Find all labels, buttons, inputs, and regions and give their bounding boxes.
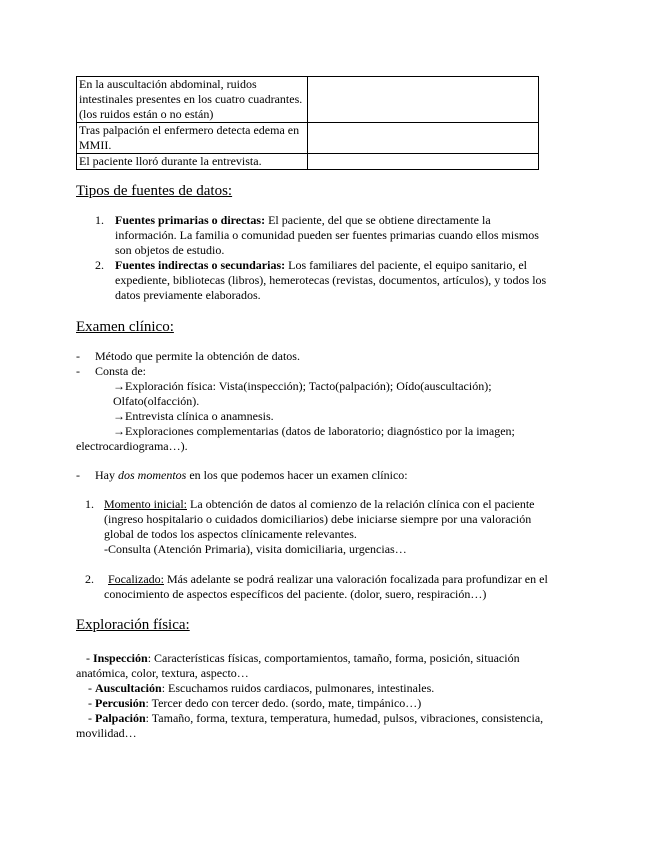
list-number: 2. xyxy=(85,572,94,586)
list-item-title: Fuentes primarias o directas: xyxy=(115,213,266,227)
list-number: 1. xyxy=(85,497,94,511)
observation-table xyxy=(76,76,539,170)
table-cell: El paciente lloró durante la entrevista. xyxy=(77,154,308,170)
list-item-text: El paciente, del que se obtiene directamente la información. La familia o comunidad pueden ser fuentes primarias cuando ellos mismos son objetos de estudio. xyxy=(115,213,539,257)
section-heading-tipos: Tipos de fuentes de datos: xyxy=(76,183,233,199)
table-cell: Tras palpación el enfermero detecta edema en MMII. xyxy=(77,123,308,154)
exploration-text: : Tamaño, forma, textura, temperatura, humedad, pulsos, vibraciones, consistencia, movilidad… xyxy=(76,711,544,740)
arrow-item: →Entrevista clínica o anamnesis. xyxy=(113,409,274,423)
momento-item xyxy=(85,497,555,557)
momento-item xyxy=(85,572,555,602)
document-page: En la auscultación abdominal, ruidos intestinales presentes en los cuatro cuadrantes. (los ruidos están o no están) Tras palpación el enfermero detecta edema en MMII. El paciente lloró durante la entrevista. Tipos de fuentes de datos: 1. Fuentes primarias o directas: El paciente, del que se obtiene directamente la información. La familia o comunidad pueden ser fuentes primarias cuando ellos mismos son objetos de estudio. 2. Fuentes indirectas o secundarias: Los familiares del paciente, el equipo sanitario, el expediente, bibliotecas (libros), hemerotecas (revistas, documentos, artículos), y todos los datos previamente elaborados. Examen clínico: - Método que permite la obtención de datos. - Consta de: →Exploración física: Vista(inspección); Tacto(palpación); Oído(auscultación); Olfato(olfacción). →Entrevista clínica o anamnesis. →Exploraciones complementarias (datos de laboratorio; diagnóstico por la imagen; electrocardiograma…). - Hay dos momentos en los que podemos hacer un examen clínico: 1. Momento inicial: La obtención de datos al comienzo de la relación clínica con el paciente (ingreso hospitalario o cuidados domiciliarios) debe iniciarse siempre por una valoración global de todos los aspectos clínicamente relevantes. -Consulta (Atención Primaria), visita domiciliaria, urgencias… 2. Focalizado: Más adelante se podrá realizar una valoración focalizada para profundizar en el conocimiento de aspectos específicos del paciente. (dolor, suero, respiración…) Exploración física: - Inspección: Características físicas, comportamientos, tamaño, forma, posición, situación anatómica, color, textura, aspecto… - Auscultación: Escuchamos ruidos cardiacos, pulmonares, intestinales. - Percusión: Tercer dedo con tercer dedo. (sordo, mate, timpánico…) - Palpación: Tamaño, forma, textura, temperatura, humedad, pulsos, vibraciones, consistencia, movilidad… xyxy=(0,0,655,848)
exploration-term: Inspección xyxy=(93,651,148,665)
exploration-text: : Características físicas, comportamientos, tamaño, forma, posición, situación anatómica, color, textura, aspecto… xyxy=(76,651,520,680)
exploration-item: - Auscultación: Escuchamos ruidos cardiacos, pulmonares, intestinales. xyxy=(88,681,435,695)
arrow-item: →Exploración física: Vista(inspección); Tacto(palpación); Oído(auscultación); xyxy=(113,379,492,393)
list-item-title: Fuentes indirectas o secundarias: xyxy=(115,258,286,272)
list-item-text: Los familiares del paciente, el equipo sanitario, el expediente, bibliotecas (libros), hemerotecas (revistas, documentos, artículos), y todos los datos previamente elaborados. xyxy=(115,258,547,302)
momento-text: La obtención de datos al comienzo de la relación clínica con el paciente (ingreso hospitalario o cuidados domiciliarios) debe iniciarse siempre por una valoración global de todos los aspectos clínicamente relevantes. xyxy=(104,497,535,541)
arrow-item-cont: electrocardiograma…). xyxy=(76,439,188,453)
emphasis-text: dos momentos xyxy=(118,468,187,482)
list-number: 2. xyxy=(95,258,104,272)
arrow-item: →Exploraciones complementarias (datos de laboratorio; diagnóstico por la imagen; xyxy=(113,424,515,438)
list-item xyxy=(95,258,555,303)
dash-item-text: Hay dos momentos en los que podemos hacer un examen clínico: xyxy=(95,468,408,482)
exploration-term: Percusión xyxy=(95,696,146,710)
section-heading-exploracion: Exploración física: xyxy=(76,617,190,633)
section-heading-examen: Examen clínico: xyxy=(76,319,174,335)
table-row xyxy=(77,77,539,123)
exploration-item: - Inspección: Características físicas, comportamientos, tamaño, forma, posición, situación anatómica, color, textura, aspecto… xyxy=(76,651,520,680)
table-row xyxy=(77,123,539,154)
arrow-item-cont: Olfato(olfacción). xyxy=(113,394,200,408)
table-cell-empty xyxy=(308,154,539,170)
dash-item-text: Método que permite la obtención de datos. xyxy=(95,349,300,363)
exploration-term: Auscultación xyxy=(95,681,162,695)
dash-item-text: Consta de: xyxy=(95,364,146,378)
exploration-term: Palpación xyxy=(95,711,146,725)
exploration-text: : Tercer dedo con tercer dedo. (sordo, mate, timpánico…) xyxy=(145,696,422,710)
momento-title: Focalizado: xyxy=(108,572,164,586)
table-cell: En la auscultación abdominal, ruidos intestinales presentes en los cuatro cuadrantes. (los ruidos están o no están) xyxy=(77,77,308,123)
table-row xyxy=(77,154,539,170)
momento-text: Más adelante se podrá realizar una valoración focalizada para profundizar en el conocimiento de aspectos específicos del paciente. (dolor, suero, respiración…) xyxy=(104,572,548,601)
list-item xyxy=(95,213,555,258)
momento-extra: -Consulta (Atención Primaria), visita domiciliaria, urgencias… xyxy=(104,542,407,556)
table-cell-empty xyxy=(308,123,539,154)
list-number: 1. xyxy=(95,213,104,227)
exploration-item: - Percusión: Tercer dedo con tercer dedo. (sordo, mate, timpánico…) xyxy=(88,696,422,710)
momento-title: Momento inicial: xyxy=(104,497,187,511)
exploration-item: - Palpación: Tamaño, forma, textura, temperatura, humedad, pulsos, vibraciones, consistencia, movilidad… xyxy=(76,711,544,740)
exploration-text: : Escuchamos ruidos cardiacos, pulmonares, intestinales. xyxy=(161,681,435,695)
table-cell-empty xyxy=(308,77,539,123)
